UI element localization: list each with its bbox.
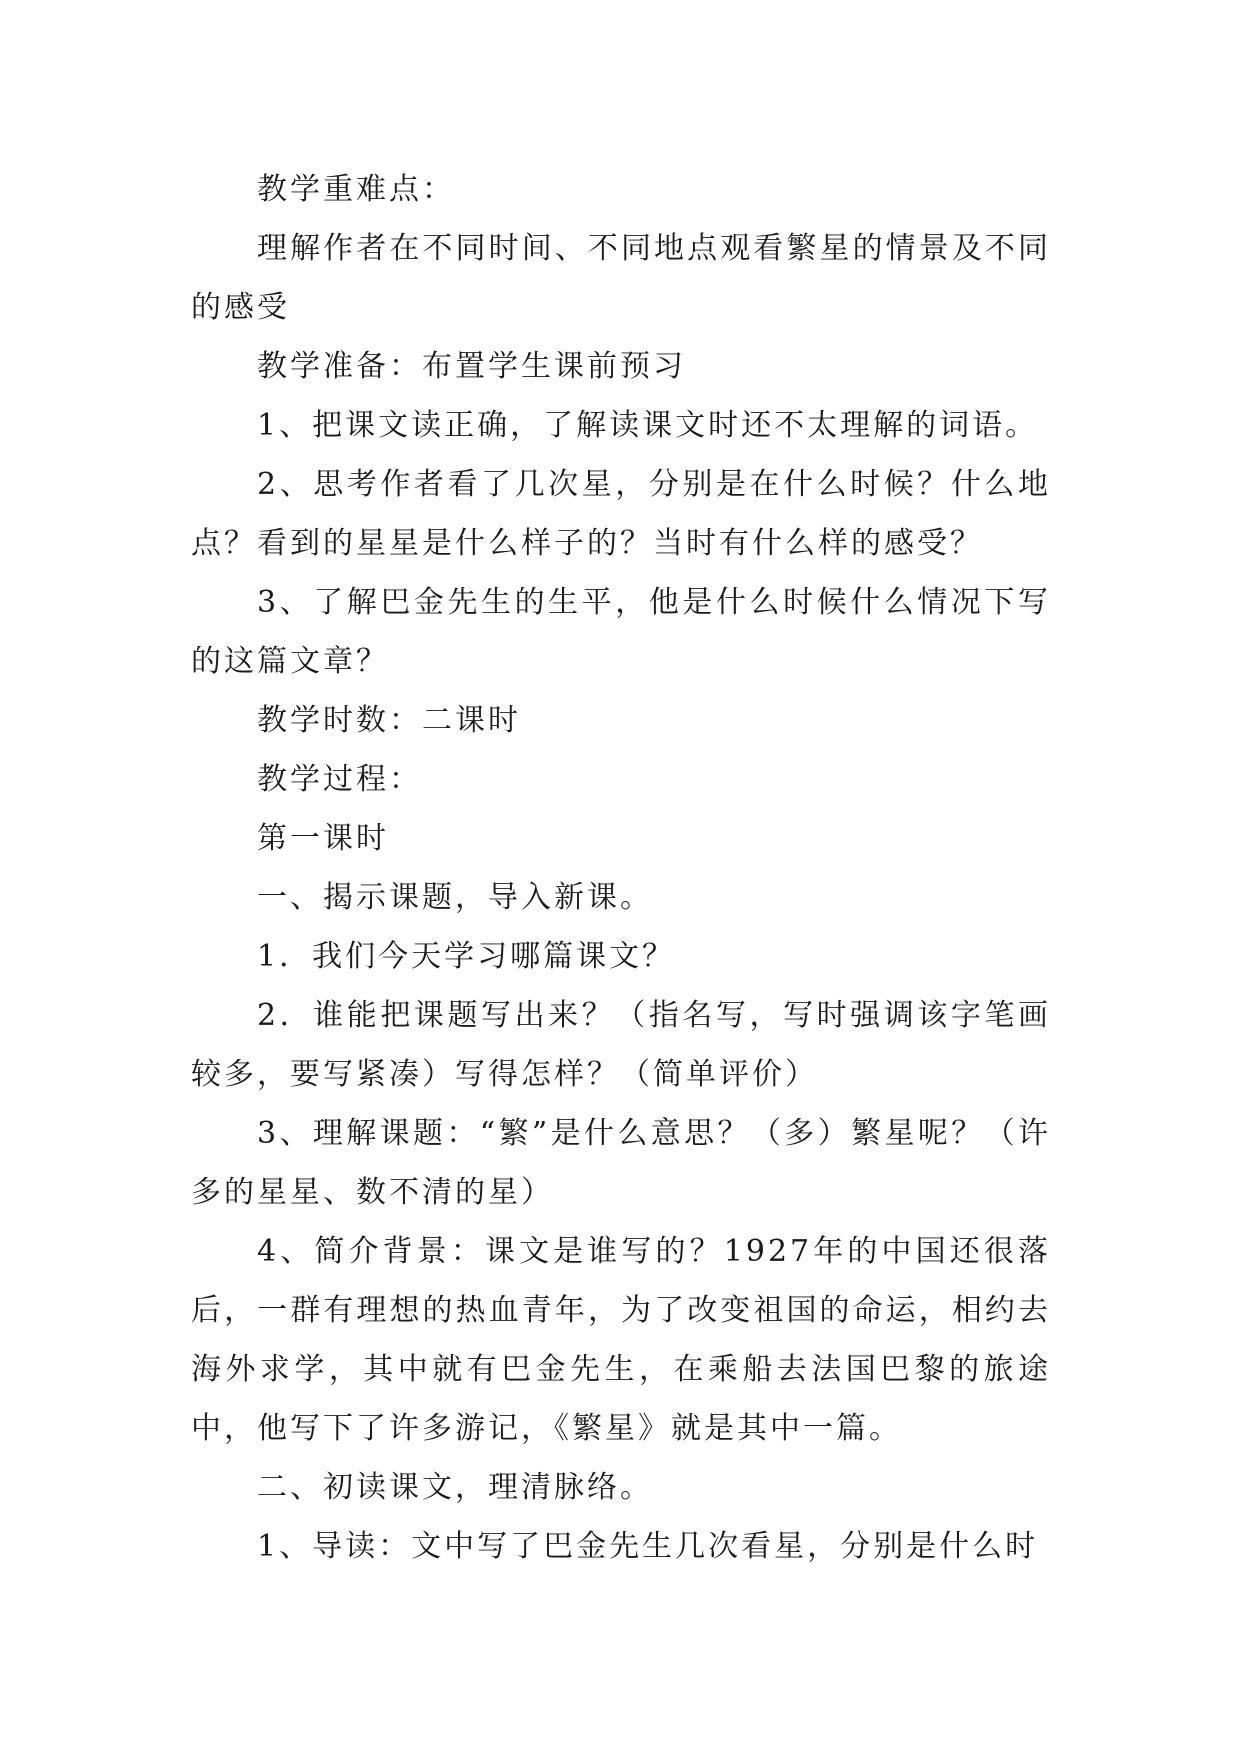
paragraph-guided-reading: 1、导读：文中写了巴金先生几次看星，分别是什么时 — [257, 1529, 1039, 1564]
paragraph-prep-item-1: 1、把课文读正确，了解读课文时还不太理解的词语。 — [257, 408, 1039, 443]
heading-teaching-process: 教学过程： — [257, 762, 422, 797]
paragraph-prep-item-2: 2、思考作者看了几次星，分别是在什么时候？什么地点？看到的星星是什么样子的？当时有什么样的感受？ — [191, 467, 1051, 561]
document-body — [191, 160, 1051, 1576]
heading-key-difficulties: 教学重难点： — [257, 172, 455, 207]
heading-first-lesson: 第一课时 — [257, 821, 389, 856]
paragraph-step-1: 1．我们今天学习哪篇课文？ — [257, 939, 676, 974]
paragraph-teaching-preparation: 教学准备：布置学生课前预习 — [257, 349, 686, 384]
section-heading-1: 一、揭示课题，导入新课。 — [257, 880, 653, 915]
section-heading-2: 二、初读课文，理清脉络。 — [257, 1470, 653, 1505]
paragraph-class-hours: 教学时数：二课时 — [257, 703, 521, 738]
paragraph-prep-item-3: 3、了解巴金先生的生平，他是什么时候什么情况下写的这篇文章？ — [191, 585, 1051, 679]
paragraph-key-difficulties-text: 理解作者在不同时间、不同地点观看繁星的情景及不同的感受 — [191, 231, 1051, 325]
paragraph-step-2: 2．谁能把课题写出来？（指名写，写时强调该字笔画较多，要写紧凑）写得怎样？（简单评价） — [191, 998, 1051, 1092]
paragraph-step-4: 4、简介背景：课文是谁写的？1927年的中国还很落后，一群有理想的热血青年，为了改变祖国的命运，相约去海外求学，其中就有巴金先生，在乘船去法国巴黎的旅途中，他写下了许多游记，《繁星》就是其中一篇。 — [191, 1234, 1051, 1446]
paragraph-step-3: 3、理解课题：“繁”是什么意思？（多）繁星呢？（许多的星星、数不清的星） — [191, 1116, 1051, 1210]
